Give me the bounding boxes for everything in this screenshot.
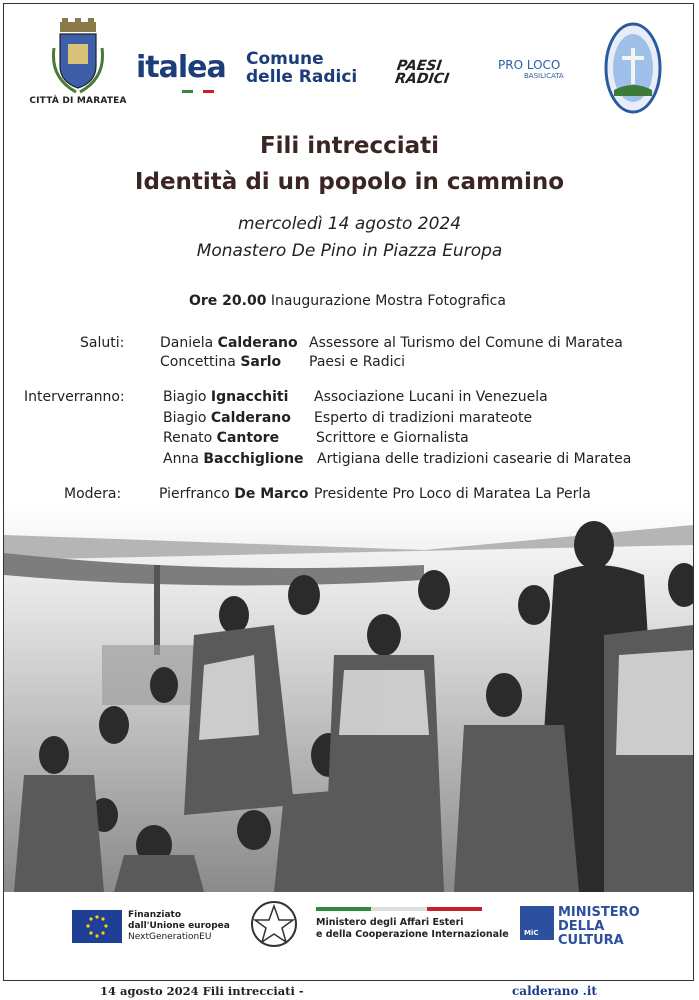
- maeci-flag-bar: [316, 907, 482, 911]
- eu-line3: NextGenerationEU: [128, 932, 212, 942]
- saluti-role-2: Paesi e Radici: [309, 354, 406, 370]
- speaker-role-3: Scrittore e Giornalista: [316, 430, 469, 446]
- comune-radici-logo: [246, 50, 357, 86]
- event-activity: Inaugurazione Mostra Fotografica: [270, 293, 506, 309]
- saluti-label: Saluti:: [80, 335, 125, 351]
- saluti-role-1: Assessore al Turismo del Comune di Maratea: [309, 335, 623, 351]
- speaker-1: Biagio Ignacchiti: [163, 389, 289, 405]
- italea-logo: italea: [136, 50, 226, 85]
- eu-flag-icon: [72, 910, 122, 943]
- mic-text: [558, 906, 640, 948]
- site-link[interactable]: calderano .it: [512, 984, 597, 998]
- comune-line1: Comune: [246, 49, 324, 69]
- maeci-line1: Ministero degli Affari Esteri: [316, 917, 464, 928]
- mic-box-label: MiC: [524, 929, 539, 937]
- speaker-4: Anna Bacchiglione: [163, 451, 304, 467]
- paesi-line1: PAESI: [395, 58, 443, 74]
- crest-label: CITTÀ DI MARATEA: [29, 96, 127, 106]
- mic-line1: MINISTERO: [558, 905, 640, 920]
- italian-flag-bar: [182, 90, 214, 93]
- emigrants-ship-photo: [4, 505, 693, 892]
- modera-label: Modera:: [64, 486, 122, 502]
- moderator: Pierfranco De Marco: [159, 486, 309, 502]
- eu-line2: dall'Unione europea: [128, 921, 230, 931]
- proloco-label: PRO LOCO: [498, 58, 561, 72]
- proloco-maratea-badge-icon: [604, 22, 662, 114]
- speaker-3: Renato Cantore: [163, 430, 280, 446]
- moderator-role: Presidente Pro Loco di Maratea La Perla: [314, 486, 591, 502]
- comune-line2: delle Radici: [246, 67, 358, 87]
- event-time: Ore 20.00: [189, 293, 267, 309]
- event-venue: Monastero De Pino in Piazza Europa: [196, 241, 503, 261]
- eu-funding-text: [128, 910, 230, 943]
- paesi-radici-logo: [394, 60, 452, 86]
- italian-republic-emblem-icon: [249, 898, 299, 950]
- maeci-line2: e della Cooperazione Internazionale: [316, 929, 509, 940]
- title-line1: Fili intrecciati: [259, 133, 440, 159]
- saluti-person-2: Concettina Sarlo: [160, 354, 282, 370]
- mic-line3: CULTURA: [558, 933, 624, 948]
- mic-line2: DELLA: [558, 919, 605, 934]
- speaker-role-1: Associazione Lucani in Venezuela: [314, 389, 548, 405]
- maeci-text: [316, 917, 509, 941]
- paesi-line2: RADICI: [394, 71, 451, 87]
- interverranno-label: Interverranno:: [24, 389, 125, 405]
- maratea-crest-icon: [50, 18, 106, 94]
- speaker-2: Biagio Calderano: [163, 410, 291, 426]
- event-time-line: [189, 293, 506, 309]
- saluti-person-1: Daniela Calderano: [160, 335, 298, 351]
- proloco-basilicata-logo: [498, 58, 564, 80]
- proloco-region: BASILICATA: [524, 72, 564, 80]
- event-date: mercoledì 14 agosto 2024: [237, 214, 462, 234]
- speaker-role-4: Artigiana delle tradizioni casearie di Maratea: [317, 451, 632, 467]
- mic-logo: [520, 906, 554, 940]
- title-line2: Identità di un popolo in cammino: [134, 169, 565, 195]
- eu-line1: Finanziato: [128, 910, 182, 920]
- bottom-caption: 14 agosto 2024 Fili intrecciati -: [100, 984, 304, 998]
- speaker-role-2: Esperto di tradizioni marateote: [314, 410, 533, 426]
